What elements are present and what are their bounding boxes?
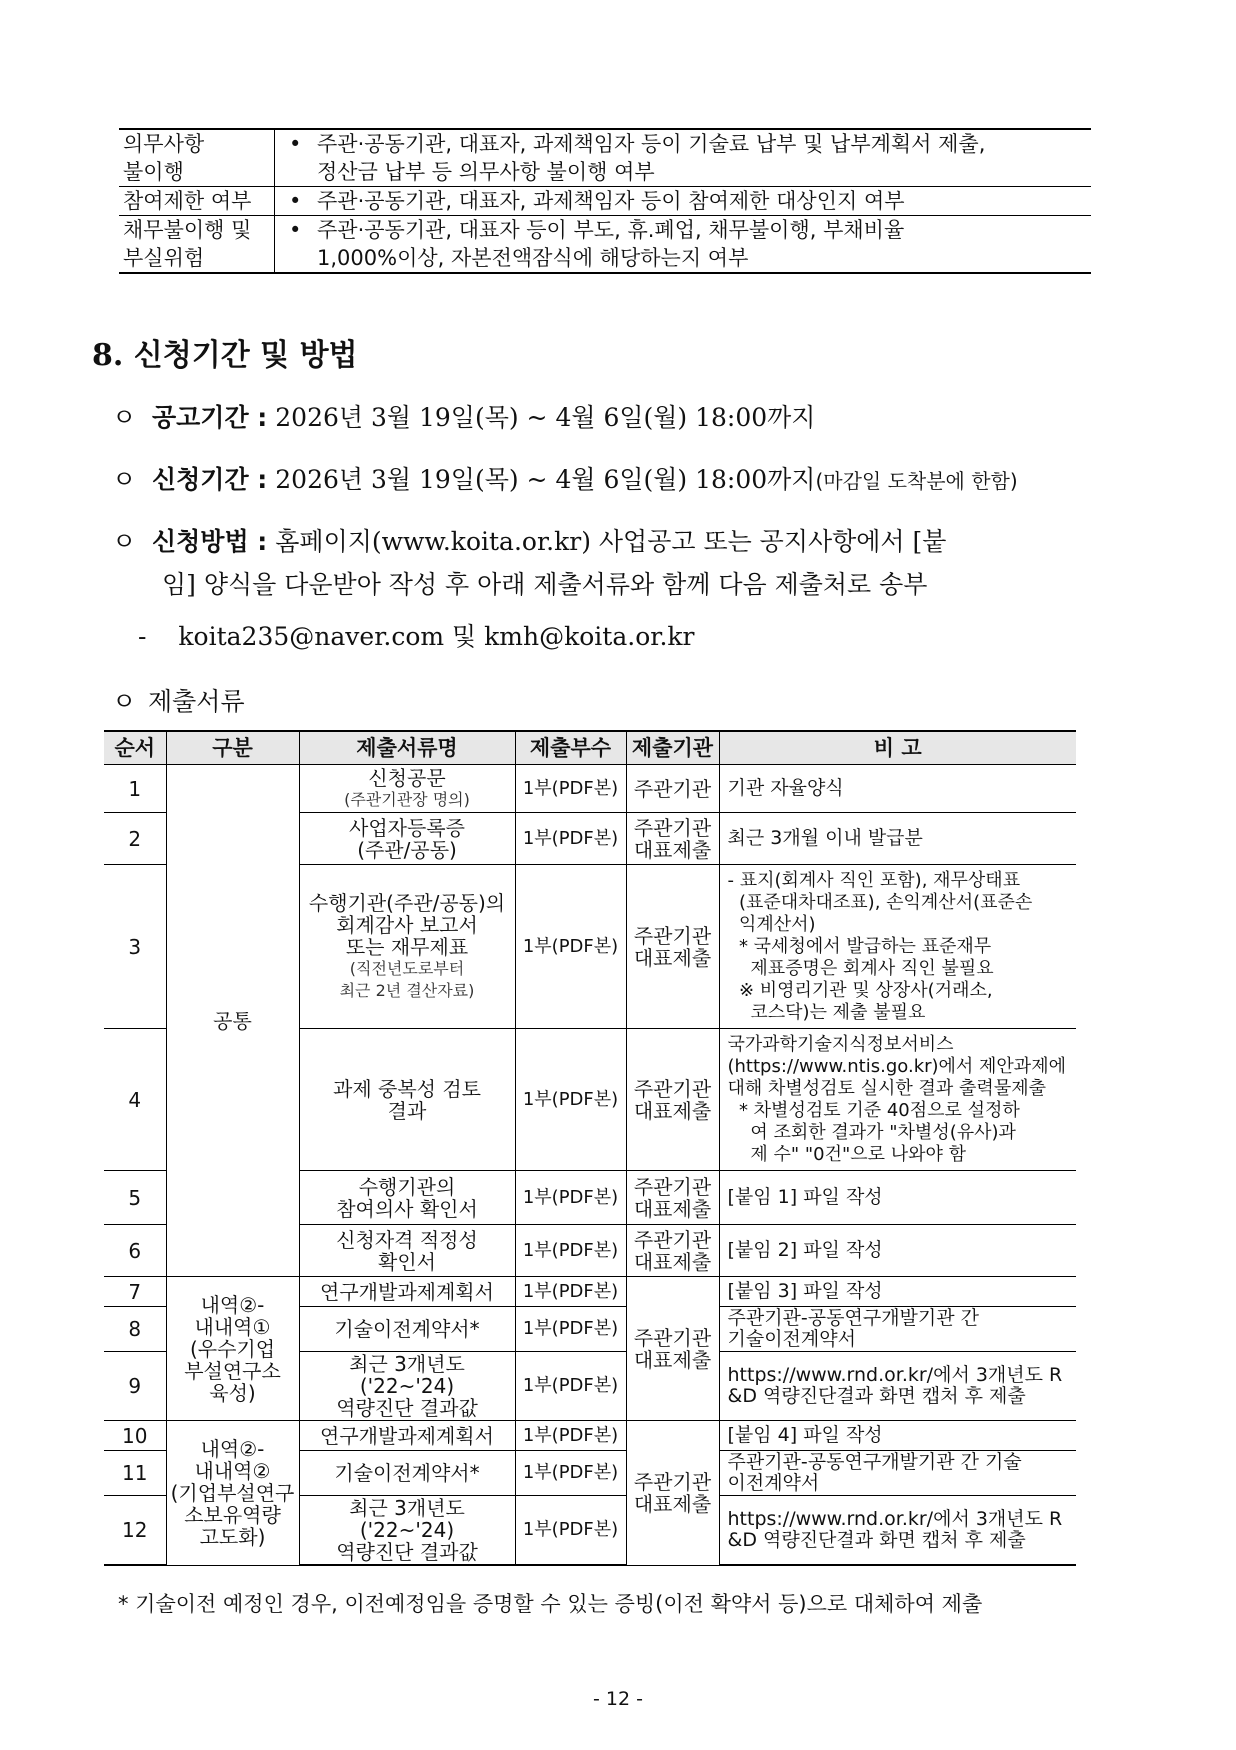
doc-name	[299, 1171, 515, 1225]
notice-period-value: 2026년 3월 19일(목) ~ 4월 6일(월) 18:00까지	[275, 403, 816, 432]
cell-line: 신청공문	[368, 765, 446, 790]
cell-line: &D 역량진단결과 화면 캡처 후 제출	[727, 1385, 1026, 1407]
doc-name	[299, 813, 515, 865]
apply-period-label: 신청기간 :	[152, 465, 268, 494]
doc-copies: 1부(PDF본)	[515, 1451, 626, 1496]
doc-name	[299, 1496, 515, 1566]
cell-line: 사업자등록증	[349, 815, 465, 840]
doc-name	[299, 1451, 515, 1496]
criteria-row	[119, 216, 1091, 274]
cell-line: 대해 차별성검토 실시한 결과 출력물제출	[727, 1077, 1046, 1099]
cell-line: - 표지(회계사 직인 포함), 재무상태표	[727, 869, 1021, 891]
criteria-row	[119, 129, 1091, 187]
cell-line: (우수기업	[189, 1336, 276, 1361]
criteria-text-line: 1,000%이상, 자본전액잠식에 해당하는지 여부	[317, 246, 749, 270]
apply-period-note: (마감일 도착분에 한함)	[815, 469, 1018, 493]
column-header: 제출기관	[626, 731, 719, 765]
cell-line: 육성)	[209, 1380, 256, 1405]
bullet: ㅇ	[112, 527, 137, 556]
cell-line: [붙임 4] 파일 작성	[727, 1424, 883, 1446]
doc-note	[719, 1352, 1076, 1421]
column-header: 제출부수	[515, 731, 626, 765]
cell-line: 과제 중복성 검토	[333, 1076, 481, 1101]
apply-method-label: 신청방법 :	[152, 527, 268, 556]
cell-line: [붙임 1] 파일 작성	[727, 1186, 883, 1208]
doc-name	[299, 1421, 515, 1451]
cell-line: 대표제출	[633, 837, 712, 862]
cell-line: (주관/공동)	[357, 837, 457, 862]
cell-line: (기업부설연구	[170, 1480, 295, 1505]
doc-org: 주관기관	[626, 765, 719, 813]
doc-org	[626, 1277, 719, 1421]
row-number: 9	[104, 1352, 166, 1421]
section-number: 8.	[92, 338, 124, 373]
cell-line: 국가과학기술지식정보서비스	[727, 1033, 954, 1055]
category-lab-capability	[166, 1421, 299, 1566]
dash: -	[138, 622, 147, 651]
doc-name	[299, 1352, 515, 1421]
doc-copies: 1부(PDF본)	[515, 1171, 626, 1225]
doc-org	[626, 865, 719, 1029]
row-number: 5	[104, 1171, 166, 1225]
cell-line: (주관기관장 명의)	[344, 789, 470, 809]
apply-period	[112, 460, 1018, 496]
cell-line: 대표제출	[633, 1347, 712, 1372]
doc-copies: 1부(PDF본)	[515, 865, 626, 1029]
cell-line: 내역②-	[200, 1436, 265, 1461]
cell-line: 고도화)	[199, 1524, 266, 1549]
column-header: 순서	[104, 731, 166, 765]
cell-line: &D 역량진단결과 화면 캡처 후 제출	[727, 1529, 1026, 1551]
doc-note	[719, 1277, 1076, 1307]
cell-line: 부설연구소	[184, 1358, 281, 1383]
criteria-text: • 주관·공동기관, 대표자, 과제책임자 등이 기술료 납부 및 납부계획서 제출, 정산금 납부 등 의무사항 불이행 여부	[275, 129, 1092, 187]
cell-line: 연구개발과제계획서	[320, 1279, 494, 1304]
cell-line: 기술이전계약서*	[334, 1461, 480, 1485]
apply-method-line: 홈페이지(www.koita.or.kr) 사업공고 또는 공지사항에서 [붙	[275, 527, 947, 556]
criteria-text: • 주관·공동기관, 대표자, 과제책임자 등이 참여제한 대상인지 여부	[275, 187, 1092, 216]
email-addresses: koita235@naver.com 및 kmh@koita.or.kr	[178, 622, 695, 651]
table-row	[104, 765, 1076, 813]
row-number: 3	[104, 865, 166, 1029]
table-row	[104, 1421, 1076, 1451]
criteria-label	[119, 187, 275, 216]
bullet: ㅇ	[112, 465, 137, 494]
column-header: 비 고	[719, 731, 1076, 765]
section-heading	[92, 330, 358, 374]
doc-note	[719, 1029, 1076, 1171]
row-number: 11	[104, 1451, 166, 1496]
cell-line: https://www.rnd.or.kr/에서 3개년도 R	[727, 1364, 1063, 1386]
cell-line: * 차별성검토 기준 40점으로 설정하	[727, 1099, 1020, 1121]
cell-line: 또는 재무제표	[345, 934, 469, 959]
criteria-label	[119, 129, 275, 187]
section-title: 신청기간 및 방법	[133, 338, 358, 373]
cell-line: 주관기관-공동연구개발기관 간	[727, 1307, 979, 1329]
cell-line: (https://www.ntis.go.kr)에서 제안과제에	[727, 1055, 1066, 1077]
cell-line: 연구개발과제계획서	[320, 1423, 494, 1448]
row-number: 10	[104, 1421, 166, 1451]
row-number: 12	[104, 1496, 166, 1566]
doc-note	[719, 865, 1076, 1029]
table-header-row	[104, 731, 1076, 765]
doc-org	[626, 1225, 719, 1277]
bullet: ㅇ	[112, 687, 137, 716]
cell-line: [붙임 3] 파일 작성	[727, 1280, 883, 1302]
doc-note	[719, 1451, 1076, 1496]
bullet: ㅇ	[112, 403, 137, 432]
docs-heading	[112, 682, 245, 718]
criteria-text-line: 정산금 납부 등 의무사항 불이행 여부	[317, 160, 655, 184]
cell-line: (직전년도로부터	[349, 958, 465, 978]
cell-line: 주관기관	[633, 1174, 712, 1199]
cell-line: 대표제출	[633, 1249, 712, 1274]
cell-line: 이전계약서	[727, 1472, 820, 1494]
row-number: 7	[104, 1277, 166, 1307]
cell-line: 내내역②	[194, 1458, 271, 1483]
cell-line: https://www.rnd.or.kr/에서 3개년도 R	[727, 1508, 1063, 1530]
notice-period	[112, 398, 815, 434]
docs-title: 제출서류	[148, 687, 245, 716]
doc-name	[299, 765, 515, 813]
doc-org	[626, 813, 719, 865]
cell-line: 내역②-	[200, 1292, 265, 1317]
doc-copies: 1부(PDF본)	[515, 1307, 626, 1352]
doc-note	[719, 1307, 1076, 1352]
doc-name	[299, 1029, 515, 1171]
doc-org	[626, 1171, 719, 1225]
page-number: - 12 -	[593, 1688, 643, 1710]
cell-line: 참여의사 확인서	[336, 1196, 478, 1221]
doc-name	[299, 1307, 515, 1352]
doc-copies: 1부(PDF본)	[515, 765, 626, 813]
cell-line: 수행기관(주관/공동)의	[308, 890, 506, 915]
cell-line: [붙임 2] 파일 작성	[727, 1239, 883, 1261]
cell-line: 신청자격 적정성	[336, 1227, 478, 1252]
row-number: 4	[104, 1029, 166, 1171]
criteria-text-line: 주관·공동기관, 대표자, 과제책임자 등이 참여제한 대상인지 여부	[317, 189, 905, 213]
email-line	[138, 617, 695, 653]
cell-line: 주관기관	[633, 1227, 712, 1252]
apply-period-value: 2026년 3월 19일(목) ~ 4월 6일(월) 18:00까지	[275, 465, 816, 494]
cell-line: 기술이전계약서	[727, 1328, 856, 1350]
cell-line: 최근 3개년도('22~'24)	[349, 1496, 465, 1542]
cell-line: 결과	[387, 1098, 427, 1123]
cell-line: 대표제출	[633, 1196, 712, 1221]
cell-line: 익계산서)	[727, 913, 816, 935]
cell-line: 최근 2년 결산자료)	[339, 980, 475, 1000]
row-number: 2	[104, 813, 166, 865]
row-number: 8	[104, 1307, 166, 1352]
cell-line: 역량진단 결과값	[336, 1396, 478, 1420]
cell-line: 대표제출	[633, 945, 712, 970]
cell-line: 기술이전계약서*	[334, 1317, 480, 1341]
criteria-label-line: 부실위험	[123, 246, 205, 270]
doc-copies: 1부(PDF본)	[515, 1277, 626, 1307]
cell-line: 역량진단 결과값	[336, 1540, 478, 1564]
doc-note	[719, 1421, 1076, 1451]
cell-line: 회계감사 보고서	[336, 912, 478, 937]
category-excellent-lab	[166, 1277, 299, 1421]
cell-line: 내내역①	[194, 1314, 271, 1339]
cell-line: 확인서	[378, 1249, 436, 1274]
row-number: 6	[104, 1225, 166, 1277]
criteria-text-line: 주관·공동기관, 대표자, 과제책임자 등이 기술료 납부 및 납부계획서 제출,	[317, 132, 986, 156]
cell-line: 여 조회한 결과가 "차별성(유사)과	[727, 1121, 1016, 1143]
doc-org	[626, 1421, 719, 1566]
cell-line: ※ 비영리기관 및 상장사(거래소,	[727, 979, 993, 1001]
table-row	[104, 1277, 1076, 1307]
column-header: 구분	[166, 731, 299, 765]
cell-line: 주관기관-공동연구개발기관 간 기술	[727, 1451, 1022, 1473]
doc-name	[299, 1225, 515, 1277]
doc-note	[719, 765, 1076, 813]
doc-copies: 1부(PDF본)	[515, 1496, 626, 1566]
cell-line: (표준대차대조표), 손익계산서(표준손	[727, 891, 1033, 913]
submission-docs-table	[104, 730, 1076, 1566]
criteria-label-line: 의무사항	[123, 132, 205, 156]
column-header: 제출서류명	[299, 731, 515, 765]
cell-line: 주관기관	[633, 1325, 712, 1350]
criteria-label-line: 채무불이행 및	[123, 218, 252, 242]
cell-line: 기관 자율양식	[727, 777, 844, 799]
cell-line: 최근 3개월 이내 발급분	[727, 827, 923, 849]
cell-line: 주관기관	[633, 815, 712, 840]
row-number: 1	[104, 765, 166, 813]
criteria-text-line: 주관·공동기관, 대표자 등이 부도, 휴.폐업, 채무불이행, 부채비율	[317, 218, 905, 242]
criteria-table	[119, 128, 1091, 274]
doc-note	[719, 1225, 1076, 1277]
criteria-text: • 주관·공동기관, 대표자 등이 부도, 휴.폐업, 채무불이행, 부채비율 1,000%이상, 자본전액잠식에 해당하는지 여부	[275, 216, 1092, 274]
apply-method-cont	[162, 565, 927, 601]
cell-line: 대표제출	[633, 1098, 712, 1123]
cell-line: 제 수" "0건"으로 나와야 함	[727, 1143, 967, 1165]
apply-method-line: 임] 양식을 다운받아 작성 후 아래 제출서류와 함께 다음 제출처로 송부	[162, 570, 928, 599]
criteria-row	[119, 187, 1091, 216]
criteria-label-line: 불이행	[123, 160, 184, 184]
cell-line: 주관기관	[633, 1469, 712, 1494]
cell-line: 최근 3개년도('22~'24)	[349, 1352, 465, 1398]
doc-copies: 1부(PDF본)	[515, 1352, 626, 1421]
doc-name	[299, 1277, 515, 1307]
apply-method	[112, 522, 946, 558]
doc-copies: 1부(PDF본)	[515, 1225, 626, 1277]
cell-line: 제표증명은 회계사 직인 불필요	[727, 957, 994, 979]
criteria-label	[119, 216, 275, 274]
cell-line: 코스닥)는 제출 불필요	[727, 1001, 926, 1023]
doc-note	[719, 813, 1076, 865]
doc-copies: 1부(PDF본)	[515, 813, 626, 865]
doc-copies: 1부(PDF본)	[515, 1421, 626, 1451]
footnote: * 기술이전 예정인 경우, 이전예정임을 증명할 수 있는 증빙(이전 확약서 등)으로 대체하여 제출	[118, 1592, 983, 1616]
doc-name	[299, 865, 515, 1029]
doc-org	[626, 1029, 719, 1171]
notice-period-label: 공고기간 :	[152, 403, 268, 432]
cell-line: * 국세청에서 발급하는 표준재무	[727, 935, 992, 957]
cell-line: 주관기관	[633, 923, 712, 948]
cell-line: 주관기관	[633, 1076, 712, 1101]
cell-line: 소보유역량	[184, 1502, 281, 1527]
cell-line: 대표제출	[633, 1491, 712, 1516]
criteria-label-line: 참여제한 여부	[123, 189, 252, 213]
cell-line: 수행기관의	[358, 1174, 456, 1199]
doc-note	[719, 1171, 1076, 1225]
category-common: 공통	[166, 765, 299, 1277]
doc-copies: 1부(PDF본)	[515, 1029, 626, 1171]
doc-note	[719, 1496, 1076, 1566]
